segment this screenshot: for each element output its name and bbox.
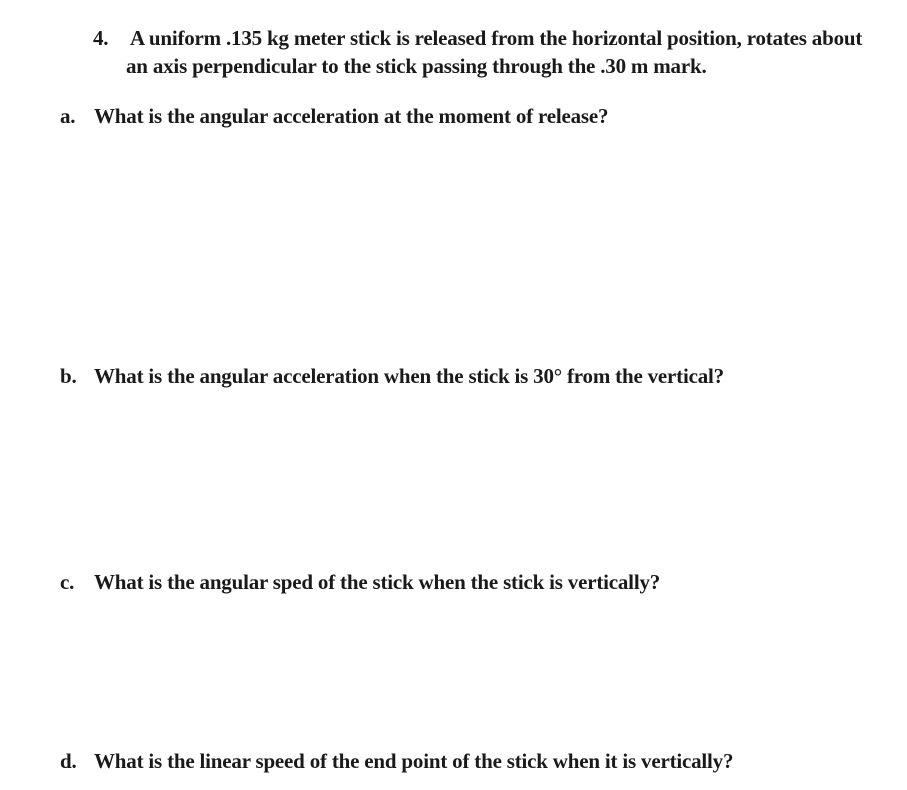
question-b-text: What is the angular acceleration when the stick is 30° from the vertical? [94,364,724,388]
question-b-letter: b. [60,364,77,388]
question-a-text: What is the angular acceleration at the moment of release? [94,104,609,128]
question-c-text: What is the angular sped of the stick when the stick is vertically? [94,570,661,594]
question-d [60,749,733,774]
problem-text-line-2: an axis perpendicular to the stick passing through the .30 m mark. [126,54,707,78]
question-d-text: What is the linear speed of the end point of the stick when it is vertically? [94,749,734,773]
problem-text-line-1: A uniform .135 kg meter stick is released from the horizontal position, rotates about [130,26,863,50]
problem-number: 4. [93,26,109,50]
question-a-letter: a. [60,104,76,128]
question-c-letter: c. [60,570,75,594]
question-a [60,104,608,129]
question-c [60,570,660,595]
question-b [60,364,724,389]
question-d-letter: d. [60,749,77,773]
